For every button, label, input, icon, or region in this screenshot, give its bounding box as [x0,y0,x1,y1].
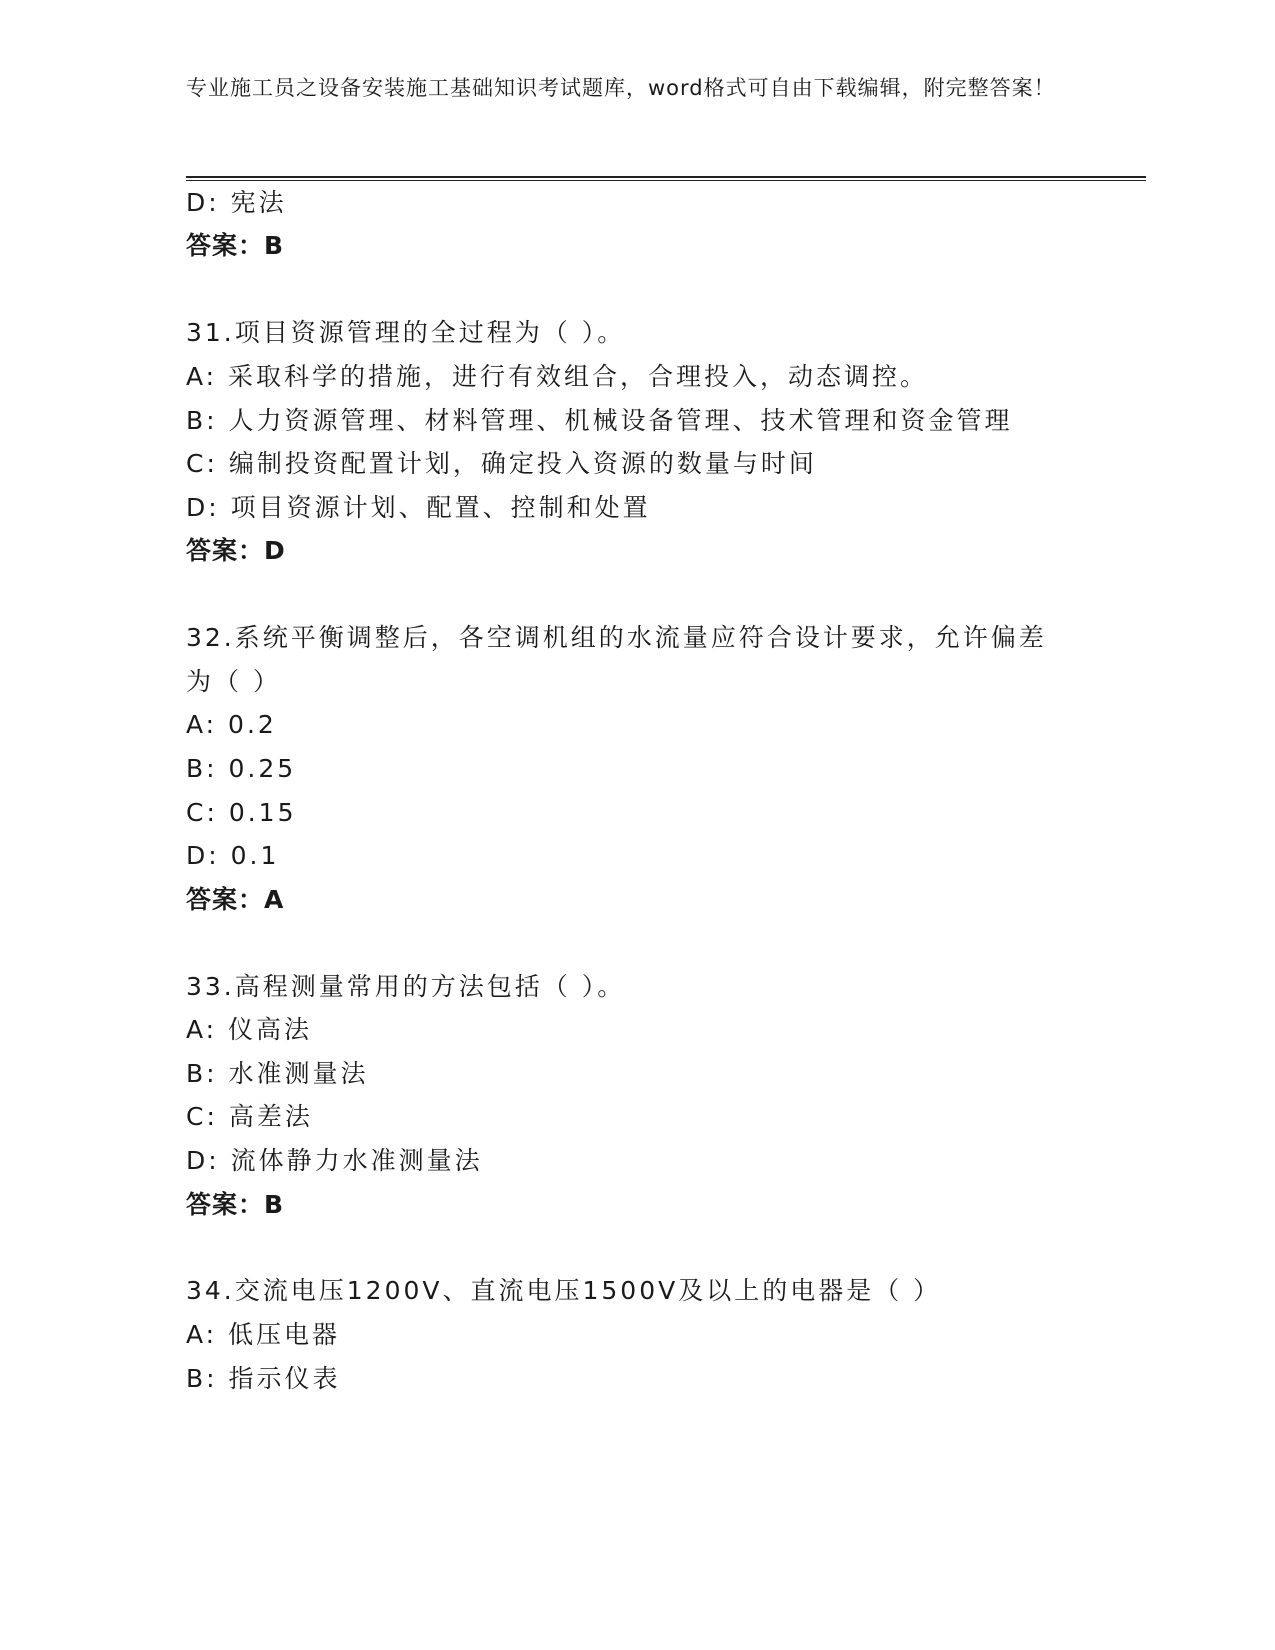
q33-option-d: D: 流体静力水准测量法 [186,1146,483,1175]
q32-option-c: C: 0.15 [186,798,297,827]
q32-answer: 答案：A [186,885,285,914]
q34-option-a: A: 低压电器 [186,1320,341,1349]
q31-stem: 31.项目资源管理的全过程为（ ）。 [186,318,626,347]
q32-option-b: B: 0.25 [186,754,297,783]
q31-answer: 答案：D [186,536,286,565]
q31-option-b: B: 人力资源管理、材料管理、机械设备管理、技术管理和资金管理 [186,406,1013,435]
q33-option-a: A: 仪高法 [186,1015,313,1044]
q32-option-a: A: 0.2 [186,710,277,739]
q34-stem: 34.交流电压1200V、直流电压1500V及以上的电器是（ ） [186,1276,942,1305]
q33-answer: 答案：B [186,1190,285,1219]
q33-option-b: B: 水准测量法 [186,1059,369,1088]
q32-option-d: D: 0.1 [186,841,280,870]
q31-option-a: A: 采取科学的措施，进行有效组合，合理投入，动态调控。 [186,362,929,391]
prev-option-d: D: 宪法 [186,188,287,217]
q33-stem: 33.高程测量常用的方法包括（ ）。 [186,972,626,1001]
document-header-title: 专业施工员之设备安装施工基础知识考试题库，word格式可自由下载编辑，附完整答案！ [186,76,1056,100]
header-divider [186,176,1146,181]
q32-stem-line1: 32.系统平衡调整后，各空调机组的水流量应符合设计要求，允许偏差 [186,623,1047,652]
q32-stem-line2: 为（ ） [186,667,281,696]
q31-option-d: D: 项目资源计划、配置、控制和处置 [186,493,651,522]
q31-option-c: C: 编制投资配置计划，确定投入资源的数量与时间 [186,449,817,478]
q34-option-b: B: 指示仪表 [186,1364,341,1393]
q33-option-c: C: 高差法 [186,1102,313,1131]
prev-answer: 答案：B [186,231,285,260]
